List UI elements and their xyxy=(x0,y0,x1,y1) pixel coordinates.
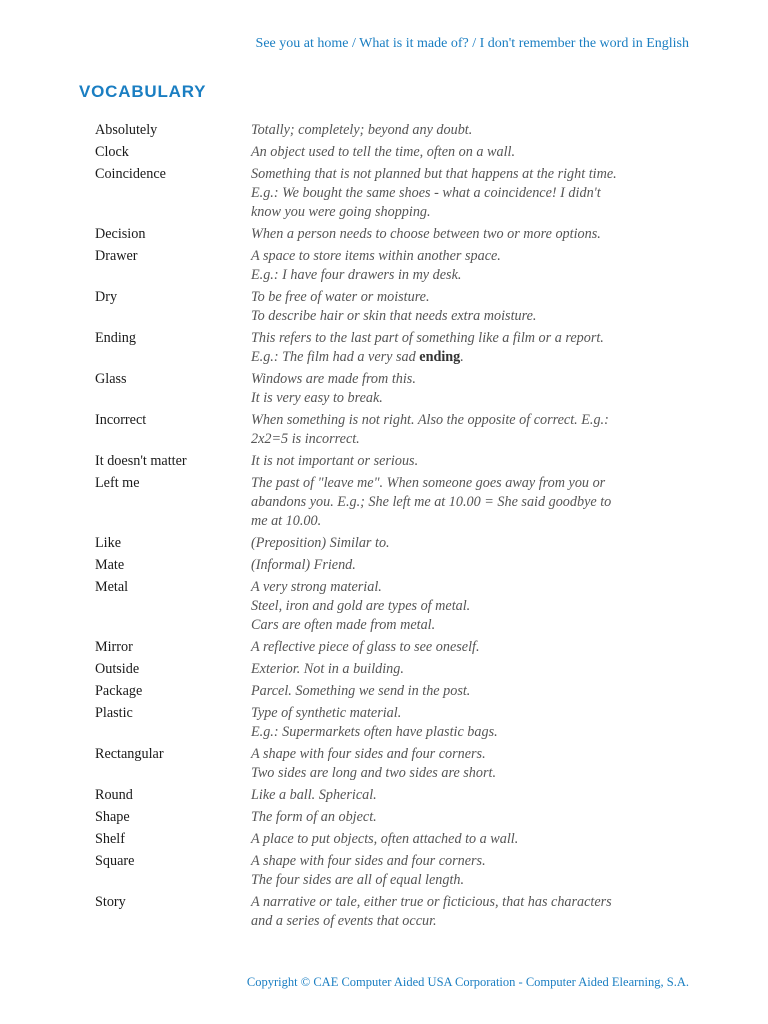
definition-line: The past of "leave me". When someone goes away from you or xyxy=(251,475,606,491)
vocab-term: Clock xyxy=(95,144,129,160)
definition-line: The form of an object. xyxy=(251,809,377,825)
definition-line: Exterior. Not in a building. xyxy=(251,661,404,677)
definition-line: An object used to tell the time, often on a wall. xyxy=(251,144,515,160)
vocab-entry xyxy=(95,745,695,783)
vocab-entry xyxy=(95,556,695,575)
definition-line: Totally; completely; beyond any doubt. xyxy=(251,122,473,138)
definition-line: (Preposition) Similar to. xyxy=(251,535,390,551)
definition-line: A shape with four sides and four corners. xyxy=(251,746,486,762)
vocab-term: It doesn't matter xyxy=(95,453,187,469)
vocab-term: Metal xyxy=(95,579,129,595)
vocab-term: Glass xyxy=(95,371,127,387)
vocab-entry xyxy=(95,370,695,408)
vocab-definition xyxy=(251,225,695,244)
vocab-definition xyxy=(251,556,695,575)
vocab-term: Square xyxy=(95,853,135,869)
vocab-definition xyxy=(251,370,695,408)
vocab-term: Left me xyxy=(95,475,140,491)
vocab-term: Dry xyxy=(95,289,118,305)
vocab-definition xyxy=(251,578,695,635)
definition-line: Type of synthetic material. xyxy=(251,705,402,721)
vocab-entry xyxy=(95,165,695,222)
vocab-term: Shape xyxy=(95,809,130,825)
vocab-entry xyxy=(95,225,695,244)
vocab-entry xyxy=(95,247,695,285)
vocab-term: Shelf xyxy=(95,831,125,847)
definition-line: Windows are made from this. xyxy=(251,371,416,387)
definition-line: (Informal) Friend. xyxy=(251,557,356,573)
definition-line: A shape with four sides and four corners. xyxy=(251,853,486,869)
vocab-entry xyxy=(95,893,695,931)
definition-line: Something that is not planned but that happens at the right time. xyxy=(251,166,617,182)
vocab-entry xyxy=(95,411,695,449)
vocabulary-list xyxy=(95,121,695,934)
definition-line: E.g.: We bought the same shoes - what a coincidence! I didn't xyxy=(251,185,601,201)
definition-line: 2x2=5 is incorrect. xyxy=(251,431,360,447)
vocab-term: Mirror xyxy=(95,639,133,655)
vocab-definition xyxy=(251,329,695,367)
vocab-entry xyxy=(95,329,695,367)
definition-line: To describe hair or skin that needs extra moisture. xyxy=(251,308,537,324)
vocab-term: Decision xyxy=(95,226,146,242)
definition-line: A place to put objects, often attached to a wall. xyxy=(251,831,519,847)
vocab-term: Ending xyxy=(95,330,136,346)
vocab-entry xyxy=(95,704,695,742)
vocab-definition xyxy=(251,704,695,742)
vocab-entry xyxy=(95,534,695,553)
vocab-term: Story xyxy=(95,894,126,910)
vocab-definition xyxy=(251,660,695,679)
definition-line: Parcel. Something we send in the post. xyxy=(251,683,471,699)
definition-line: The four sides are all of equal length. xyxy=(251,872,465,888)
definition-line: me at 10.00. xyxy=(251,513,322,529)
example-text: E.g.: The film had a very sad xyxy=(251,349,420,365)
definition-line: know you were going shopping. xyxy=(251,204,431,220)
vocab-definition xyxy=(251,830,695,849)
example-line xyxy=(251,348,695,367)
vocab-definition xyxy=(251,165,695,222)
definition-line: It is very easy to break. xyxy=(251,390,383,406)
section-title: VOCABULARY xyxy=(79,82,207,101)
vocab-term: Incorrect xyxy=(95,412,147,428)
breadcrumb-header: See you at home / What is it made of? / I don't remember the word in English xyxy=(255,36,689,51)
vocab-definition xyxy=(251,121,695,140)
vocab-entry xyxy=(95,452,695,471)
vocab-term: Rectangular xyxy=(95,746,164,762)
definition-line: Like a ball. Spherical. xyxy=(251,787,377,803)
vocab-definition xyxy=(251,682,695,701)
vocab-definition xyxy=(251,808,695,827)
vocab-term: Drawer xyxy=(95,248,138,264)
example-emphasis: ending xyxy=(419,349,461,365)
definition-line: This refers to the last part of something like a film or a report. xyxy=(251,330,604,346)
definition-line: When a person needs to choose between two or more options. xyxy=(251,226,601,242)
vocab-entry xyxy=(95,682,695,701)
vocab-definition xyxy=(251,786,695,805)
vocab-definition xyxy=(251,288,695,326)
vocab-entry xyxy=(95,786,695,805)
definition-line: A reflective piece of glass to see oneself. xyxy=(251,639,480,655)
vocab-term: Mate xyxy=(95,557,125,573)
definition-line: abandons you. E.g.; She left me at 10.00 = She said goodbye to xyxy=(251,494,612,510)
vocab-definition xyxy=(251,452,695,471)
vocab-definition xyxy=(251,638,695,657)
copyright-footer: Copyright © CAE Computer Aided USA Corporation - Computer Aided Elearning, S.A. xyxy=(246,975,689,989)
vocab-entry xyxy=(95,660,695,679)
vocab-definition xyxy=(251,745,695,783)
vocab-term: Round xyxy=(95,787,133,803)
definition-line: E.g.: I have four drawers in my desk. xyxy=(251,267,462,283)
vocab-entry xyxy=(95,830,695,849)
definition-line: A narrative or tale, either true or ficticious, that has characters xyxy=(251,894,612,910)
definition-line: E.g.: Supermarkets often have plastic bags. xyxy=(251,724,498,740)
example-punctuation: . xyxy=(460,349,464,365)
vocab-term: Outside xyxy=(95,661,140,677)
definition-line: Cars are often made from metal. xyxy=(251,617,436,633)
vocab-term: Coincidence xyxy=(95,166,166,182)
vocab-term: Absolutely xyxy=(95,122,158,138)
vocab-definition xyxy=(251,474,695,531)
vocab-entry xyxy=(95,852,695,890)
definition-line: Two sides are long and two sides are short. xyxy=(251,765,497,781)
definition-line: It is not important or serious. xyxy=(251,453,419,469)
vocab-term: Plastic xyxy=(95,705,133,721)
vocab-definition xyxy=(251,411,695,449)
vocab-entry xyxy=(95,288,695,326)
vocab-definition xyxy=(251,852,695,890)
vocab-term: Package xyxy=(95,683,143,699)
vocab-entry xyxy=(95,808,695,827)
definition-line: A very strong material. xyxy=(251,579,382,595)
definition-line: Steel, iron and gold are types of metal. xyxy=(251,598,471,614)
vocab-term: Like xyxy=(95,535,121,551)
vocab-entry xyxy=(95,474,695,531)
definition-line: and a series of events that occur. xyxy=(251,913,437,929)
vocab-definition xyxy=(251,893,695,931)
definition-line: When something is not right. Also the opposite of correct. E.g.: xyxy=(251,412,609,428)
definition-line: A space to store items within another space. xyxy=(251,248,501,264)
vocab-definition xyxy=(251,247,695,285)
definition-line: To be free of water or moisture. xyxy=(251,289,430,305)
vocab-entry xyxy=(95,638,695,657)
vocab-entry xyxy=(95,143,695,162)
vocab-definition xyxy=(251,143,695,162)
vocab-entry xyxy=(95,578,695,635)
vocab-entry xyxy=(95,121,695,140)
vocab-definition xyxy=(251,534,695,553)
